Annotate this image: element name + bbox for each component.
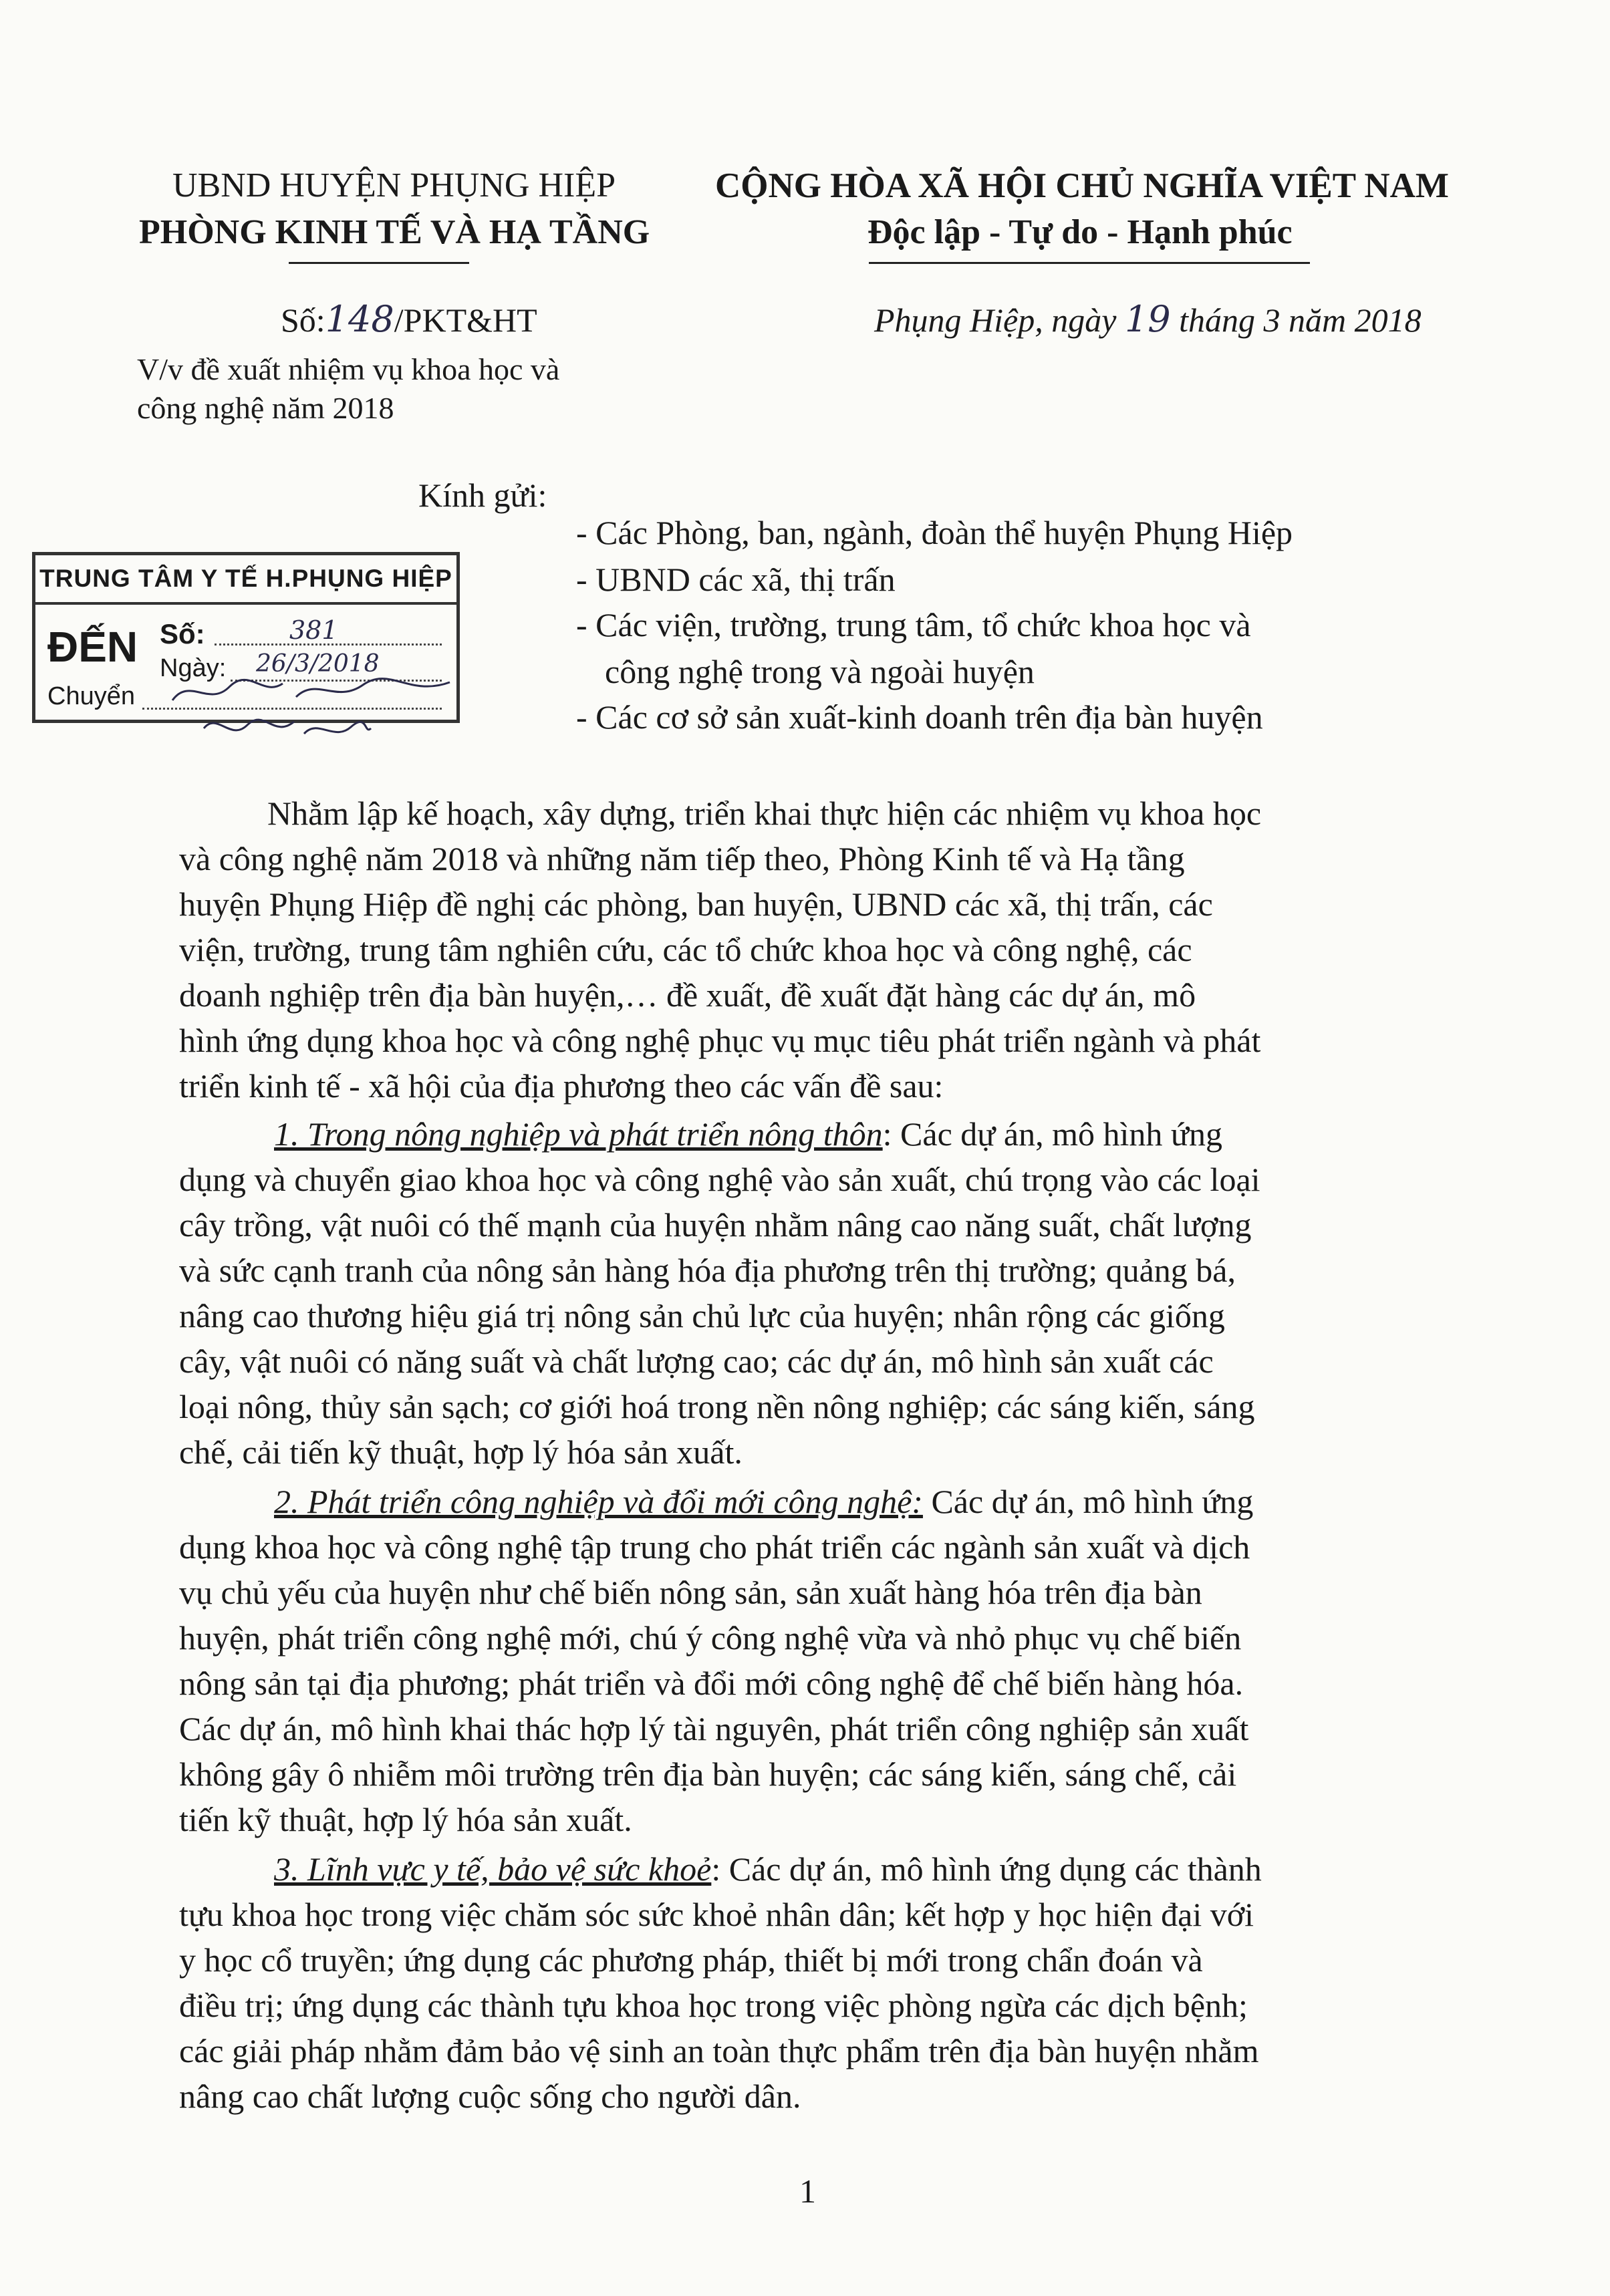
doc-number-handwritten: 148 <box>325 298 394 340</box>
intro-line-6: hình ứng dụng khoa học và công nghệ phục vụ mục tiêu phát triển ngành và phát <box>179 1022 1261 1059</box>
stamp-ngay-value: 26/3/2018 <box>256 650 380 678</box>
section1-heading: 1. Trong nông nghiệp và phát triển nông thôn <box>274 1115 883 1153</box>
section1-line-6: cây, vật nuôi có năng suất và chất lượng cao; các dự án, mô hình sản xuất các <box>179 1342 1214 1380</box>
motto-underline <box>869 262 1310 264</box>
document-number <box>281 298 537 340</box>
section2-first-line <box>274 1482 1253 1521</box>
section1-line-8: chế, cải tiến kỹ thuật, hợp lý hóa sản xuất. <box>179 1433 743 1471</box>
section3-line-2: tựu khoa học trong việc chăm sóc sức khoẻ nhân dân; kết hợp y học hiện đại với <box>179 1896 1254 1933</box>
section3-line-6: nâng cao chất lượng cuộc sống cho người dân. <box>179 2077 801 2115</box>
intro-line-4: viện, trường, trung tâm nghiên cứu, các tổ chức khoa học và công nghệ, các <box>179 931 1192 968</box>
intro-line-3: huyện Phụng Hiệp đề nghị các phòng, ban huyện, UBND các xã, thị trấn, các <box>179 885 1213 923</box>
stamp-chuyen-label: Chuyển <box>47 682 135 710</box>
recipient-4: - Các cơ sở sản xuất-kinh doanh trên địa bàn huyện <box>576 698 1263 736</box>
stamp-signature-scribble <box>169 670 456 710</box>
section1-first-line-rest: : Các dự án, mô hình ứng <box>882 1115 1222 1153</box>
doc-number-suffix: /PKT&HT <box>394 301 537 339</box>
section2-line-8: tiến kỹ thuật, hợp lý hóa sản xuất. <box>179 1801 632 1838</box>
section1-line-3: cây trồng, vật nuôi có thế mạnh của huyện nhằm nâng cao năng suất, chất lượng <box>179 1206 1252 1244</box>
section3-line-4: điều trị; ứng dụng các thành tựu khoa học trong việc phòng ngừa các dịch bệnh; <box>179 1987 1248 2024</box>
section2-line-5: nông sản tại địa phương; phát triển và đổi mới công nghệ để chế biến hàng hóa. <box>179 1665 1244 1702</box>
section1-line-5: nâng cao thương hiệu giá trị nông sản chủ lực của huyện; nhân rộng các giống <box>179 1297 1225 1334</box>
section3-first-line <box>274 1850 1262 1888</box>
section2-first-line-rest: Các dự án, mô hình ứng <box>922 1483 1254 1520</box>
national-title: CỘNG HÒA XÃ HỘI CHỦ NGHĨA VIỆT NAM <box>715 166 1449 205</box>
date-day-handwritten: 19 <box>1124 298 1171 340</box>
section3-line-5: các giải pháp nhằm đảm bảo vệ sinh an toàn thực phẩm trên địa bàn huyện nhằm <box>179 2032 1259 2069</box>
page-number: 1 <box>799 2172 816 2210</box>
section2-line-6: Các dự án, mô hình khai thác hợp lý tài nguyên, phát triển công nghiệp sản xuất <box>179 1710 1249 1747</box>
section2-line-4: huyện, phát triển công nghệ mới, chú ý công nghệ vừa và nhỏ phục vụ chế biến <box>179 1619 1242 1657</box>
intro-line-7: triển kinh tế - xã hội của địa phương theo các vấn đề sau: <box>179 1067 944 1105</box>
doc-number-prefix: Số: <box>281 301 325 339</box>
recipient-1: - Các Phòng, ban, ngành, đoàn thể huyện Phụng Hiệp <box>576 514 1293 551</box>
recipient-2: - UBND các xã, thị trấn <box>576 561 896 598</box>
intro-line-2: và công nghệ năm 2018 và những năm tiếp theo, Phòng Kinh tế và Hạ tầng <box>179 840 1185 877</box>
subject-line-1: V/v đề xuất nhiệm vụ khoa học và <box>137 352 560 386</box>
section3-line-3: y học cổ truyền; ứng dụng các phương pháp, thiết bị mới trong chẩn đoán và <box>179 1941 1203 1979</box>
stamp-org: TRUNG TÂM Y TẾ H.PHỤNG HIỆP <box>35 555 456 605</box>
section1-line-7: loại nông, thủy sản sạch; cơ giới hoá trong nền nông nghiệp; các sáng kiến, sáng <box>179 1388 1255 1425</box>
intro-line-1: Nhằm lập kế hoạch, xây dựng, triển khai thực hiện các nhiệm vụ khoa học <box>267 795 1262 832</box>
stamp-so-value: 381 <box>289 615 338 645</box>
section1-first-line <box>274 1115 1222 1153</box>
stamp-ngay-label: Ngày: <box>160 654 227 682</box>
stamp-so-label: Số: <box>160 618 205 650</box>
date-prefix: Phụng Hiệp, ngày <box>874 301 1117 339</box>
section2-line-7: không gây ô nhiễm môi trường trên địa bàn huyện; các sáng kiến, sáng chế, cải <box>179 1755 1237 1793</box>
section3-heading: 3. Lĩnh vực y tế, bảo vệ sức khoẻ <box>274 1850 712 1888</box>
section1-line-2: dụng và chuyển giao khoa học và công nghệ vào sản xuất, chú trọng vào các loại <box>179 1161 1260 1198</box>
handwritten-note-scribble <box>200 708 374 748</box>
received-stamp <box>32 552 460 723</box>
issuer-underline <box>289 262 469 264</box>
section2-heading: 2. Phát triển công nghiệp và đổi mới công nghệ: <box>274 1483 923 1520</box>
section1-line-4: và sức cạnh tranh của nông sản hàng hóa địa phương trên thị trường; quảng bá, <box>179 1252 1236 1289</box>
subject-line-2: công nghệ năm 2018 <box>137 391 394 425</box>
date-line <box>874 298 1422 340</box>
issuer-department: PHÒNG KINH TẾ VÀ HẠ TẦNG <box>139 213 650 251</box>
section3-first-line-rest: : Các dự án, mô hình ứng dụng các thành <box>711 1850 1262 1888</box>
recipient-3: - Các viện, trường, trung tâm, tổ chức khoa học và <box>576 606 1251 643</box>
greeting: Kính gửi: <box>418 476 547 514</box>
section2-line-3: vụ chủ yếu của huyện như chế biến nông sản, sản xuất hàng hóa trên địa bàn <box>179 1574 1202 1611</box>
issuer-district: UBND HUYỆN PHỤNG HIỆP <box>172 166 616 204</box>
recipient-3-cont: công nghệ trong và ngoài huyện <box>605 653 1035 690</box>
stamp-den: ĐẾN <box>47 623 138 671</box>
date-suffix: tháng 3 năm 2018 <box>1179 301 1422 339</box>
section2-line-2: dụng khoa học và công nghệ tập trung cho phát triển các ngành sản xuất và dịch <box>179 1528 1250 1566</box>
intro-line-5: doanh nghiệp trên địa bàn huyện,… đề xuất, đề xuất đặt hàng các dự án, mô <box>179 976 1196 1014</box>
national-motto: Độc lập - Tự do - Hạnh phúc <box>867 213 1293 251</box>
